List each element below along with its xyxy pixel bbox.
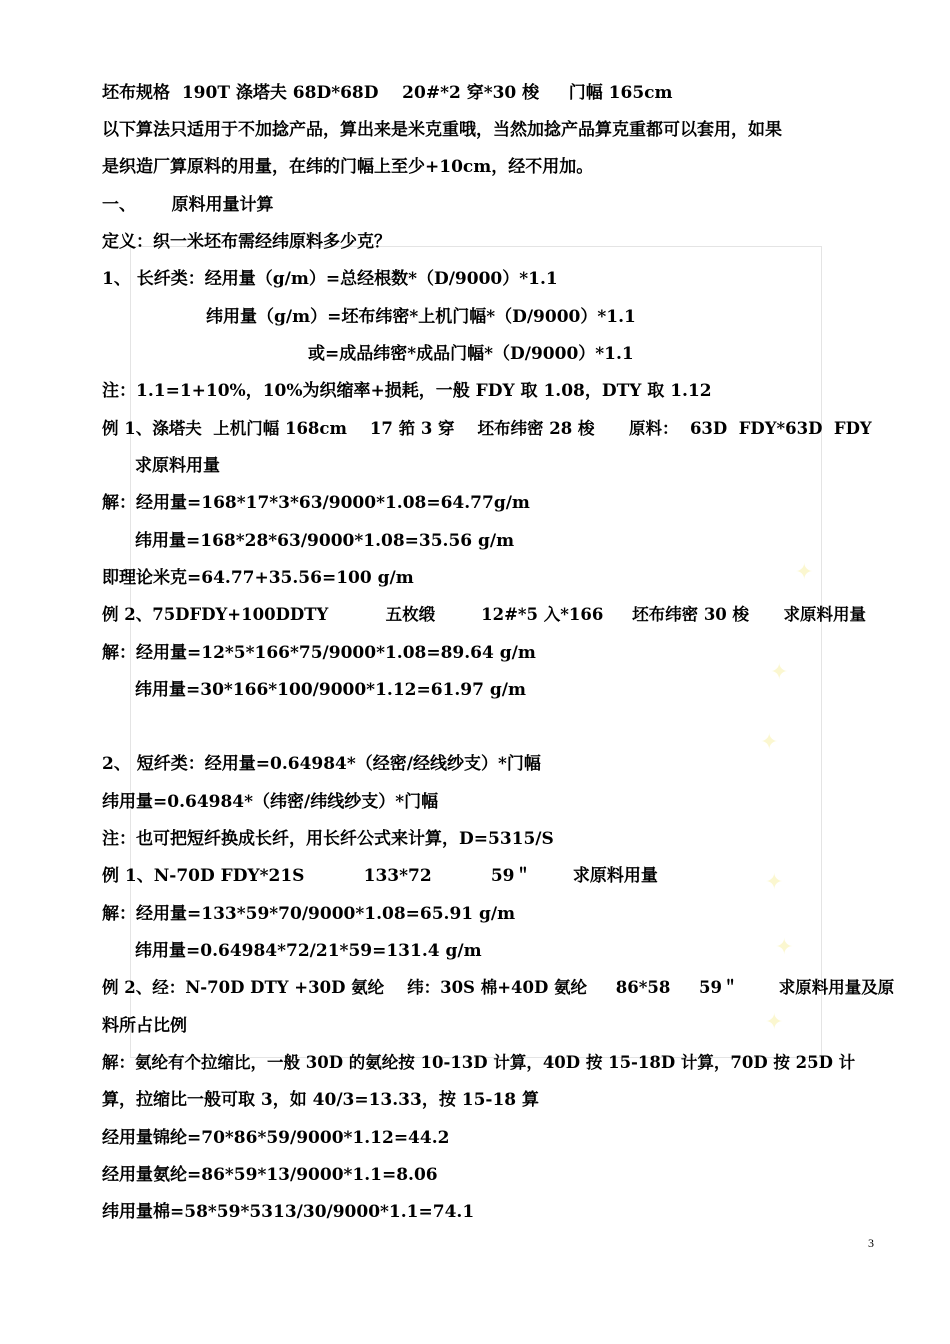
formula-line: 1、 长纤类：经用量（g/m）=总经根数*（D/9000）*1.1 xyxy=(102,269,558,289)
decorative-star-icon: ✦ xyxy=(770,660,789,685)
solution-line: 解：经用量=133*59*70/9000*1.08=65.91 g/m xyxy=(102,904,516,924)
formula-line: 纬用量（g/m）=坯布纬密*上机门幅*（D/9000）*1.1 xyxy=(206,307,636,327)
note-line: 注：1.1=1+10%，10%为织缩率+损耗，一般 FDY 取 1.08，DTY 取 1.12 xyxy=(102,381,712,401)
page-number: 3 xyxy=(868,1236,874,1250)
text-line: 是织造厂算原料的用量，在纬的门幅上至少+10cm，经不用加。 xyxy=(102,157,594,177)
solution-line: 纬用量=0.64984*72/21*59=131.4 g/m xyxy=(135,941,482,961)
decorative-star-icon: ✦ xyxy=(775,935,794,960)
formula-line: 2、 短纤类：经用量=0.64984*（经密/经线纱支）*门幅 xyxy=(102,754,541,774)
solution-line: 纬用量=168*28*63/9000*1.08=35.56 g/m xyxy=(135,531,515,551)
solution-line: 纬用量=30*166*100/9000*1.12=61.97 g/m xyxy=(135,680,526,700)
result-line: 经用量氨纶=86*59*13/9000*1.1=8.06 xyxy=(102,1165,438,1185)
solution-line: 解：经用量=12*5*166*75/9000*1.08=89.64 g/m xyxy=(102,643,536,663)
decorative-star-icon: ✦ xyxy=(795,560,814,585)
example-line: 例 2、75DFDY+100DDTY 五枚缎 12#*5 入*166 坯布纬密 30 梭 求原料用量 xyxy=(102,605,866,624)
note-line: 注：也可把短纤换成长纤，用长纤公式来计算，D=5315/S xyxy=(102,829,554,849)
formula-line: 纬用量=0.64984*（纬密/纬线纱支）*门幅 xyxy=(102,792,439,812)
decorative-star-icon: ✦ xyxy=(765,870,784,895)
solution-line: 算，拉缩比一般可取 3，如 40/3=13.33，按 15-18 算 xyxy=(102,1090,540,1110)
definition-line: 定义：织一米坯布需经纬原料多少克？ xyxy=(102,232,391,252)
example-line: 例 1、涤塔夫 上机门幅 168cm 17 筘 3 穿 坯布纬密 28 梭 原料： 63D FDY*63D FDY xyxy=(102,419,872,438)
section-heading: 一、 原料用量计算 xyxy=(102,195,274,215)
example-line: 料所占比例 xyxy=(102,1016,187,1036)
result-line: 纬用量棉=58*59*5313/30/9000*1.1=74.1 xyxy=(102,1202,475,1222)
example-line: 例 2、经：N-70D DTY +30D 氨纶 纬：30S 棉+40D 氨纶 86*58 59＂ 求原料用量及原 xyxy=(102,978,895,997)
solution-line: 解：经用量=168*17*3*63/9000*1.08=64.77g/m xyxy=(102,493,530,513)
result-line: 即理论米克=64.77+35.56=100 g/m xyxy=(102,568,414,588)
example-line: 例 1、N-70D FDY*21S 133*72 59＂ 求原料用量 xyxy=(102,866,658,886)
result-line: 经用量锦纶=70*86*59/9000*1.12=44.2 xyxy=(102,1128,450,1148)
decorative-star-icon: ✦ xyxy=(760,730,779,755)
spec-line: 坯布规格 190T 涤塔夫 68D*68D 20#*2 穿*30 梭 门幅 165cm xyxy=(102,83,673,103)
decorative-star-icon: ✦ xyxy=(765,1010,784,1035)
text-line: 以下算法只适用于不加捻产品，算出来是米克重哦，当然加捻产品算克重都可以套用，如果 xyxy=(102,120,782,140)
formula-line: 或=成品纬密*成品门幅*（D/9000）*1.1 xyxy=(308,344,634,364)
example-line: 求原料用量 xyxy=(135,456,220,476)
solution-line: 解：氨纶有个拉缩比，一般 30D 的氨纶按 10-13D 计算，40D 按 15-18D 计算，70D 按 25D 计 xyxy=(102,1053,856,1072)
